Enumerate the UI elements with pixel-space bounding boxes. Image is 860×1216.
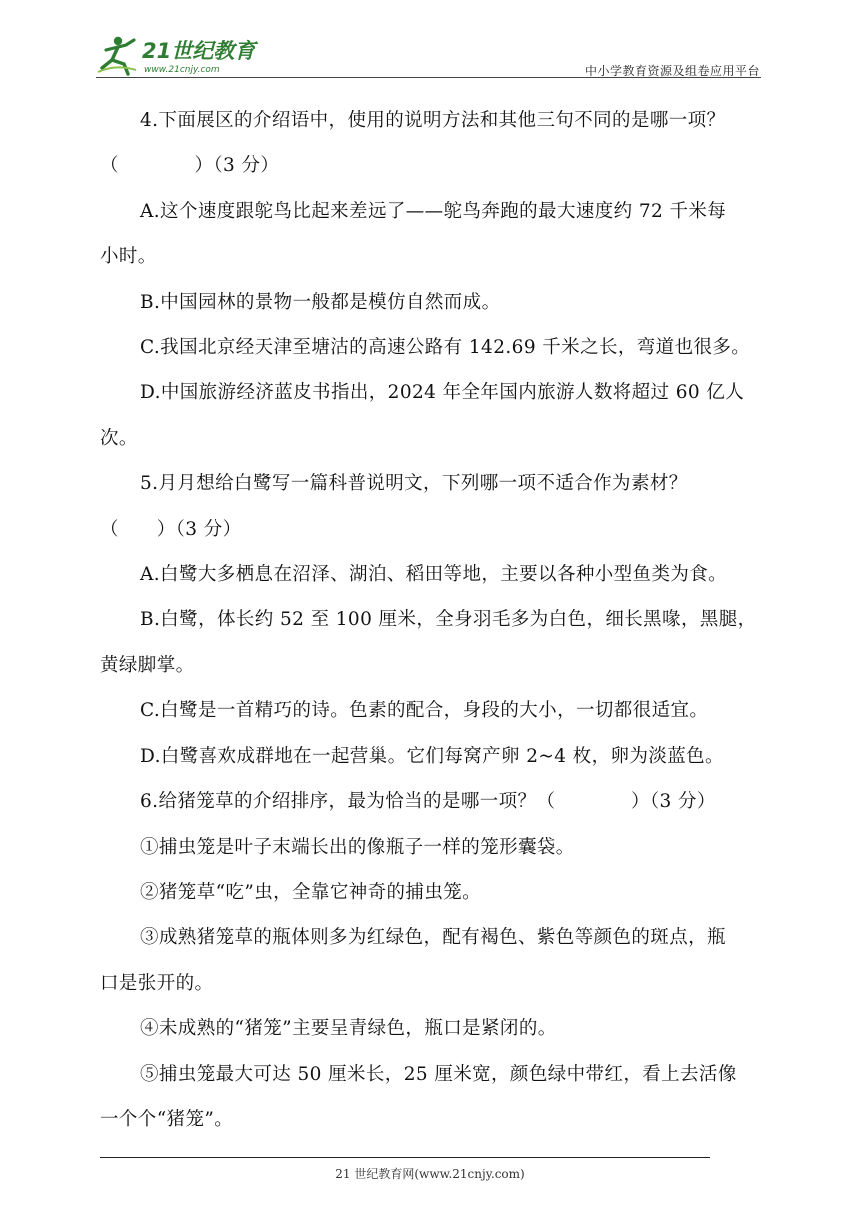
text-line: ⑤捕虫笼最大可达 50 厘米长，25 厘米宽，颜色绿中带红，看上去活像 xyxy=(140,1063,737,1085)
text-line: D.中国旅游经济蓝皮书指出，2024 年全年国内旅游人数将超过 60 亿人 xyxy=(140,382,745,404)
text-line: 6.给猪笼草的介绍排序，最为恰当的是哪一项？（ ）（3 分） xyxy=(140,791,716,813)
text-line: 4.下面展区的介绍语中，使用的说明方法和其他三句不同的是哪一项？ xyxy=(140,110,726,131)
question-body xyxy=(100,98,762,1142)
platform-tagline: 中小学教育资源及组卷应用平台 xyxy=(584,64,760,78)
page-header xyxy=(0,0,860,80)
text-line: A.这个速度跟鸵鸟比起来差远了——鸵鸟奔跑的最大速度约 72 千米每 xyxy=(140,200,727,222)
text-line: ②猪笼草“吃”虫，全靠它神奇的捕虫笼。 xyxy=(140,881,482,903)
text-line: 一个个“猪笼”。 xyxy=(100,1108,234,1130)
text-line: 次。 xyxy=(100,427,138,449)
text-line: ③成熟猪笼草的瓶体则多为红绿色，配有褐色、紫色等颜色的斑点，瓶 xyxy=(140,927,726,949)
text-line: B.白鹭，体长约 52 至 100 厘米，全身羽毛多为白色，细长黑喙，黑腿， xyxy=(140,609,757,631)
logo-wordmark: 21世纪教育 xyxy=(142,39,256,63)
footer-divider xyxy=(100,1157,710,1158)
text-line: 口是张开的。 xyxy=(100,972,214,994)
text-line: 黄绿脚掌。 xyxy=(100,654,195,676)
text-line: 小时。 xyxy=(100,246,157,268)
site-logo xyxy=(96,34,266,78)
header-divider xyxy=(96,77,761,78)
text-line: D.白鹭喜欢成群地在一起营巢。它们每窝产卵 2~4 枚，卵为淡蓝色。 xyxy=(140,745,724,767)
text-line: A.白鹭大多栖息在沼泽、湖泊、稻田等地，主要以各种小型鱼类为食。 xyxy=(140,564,728,586)
text-line: C.我国北京经天津至塘沽的高速公路有 142.69 千米之长，弯道也很多。 xyxy=(140,337,751,359)
runner-icon xyxy=(98,37,136,74)
text-line: （ ）（3 分） xyxy=(100,155,280,177)
text-line: B.中国园林的景物一般都是模仿自然而成。 xyxy=(140,291,501,313)
text-line: C.白鹭是一首精巧的诗。色素的配合，身段的大小，一切都很适宜。 xyxy=(140,700,709,722)
text-line: 5.月月想给白鹭写一篇科普说明文，下列哪一项不适合作为素材？ xyxy=(140,473,688,495)
text-line: ①捕虫笼是叶子末端长出的像瓶子一样的笼形囊袋。 xyxy=(140,836,575,858)
text-line: ④未成熟的“猪笼”主要呈青绿色，瓶口是紧闭的。 xyxy=(140,1018,557,1040)
logo-url: www.21cnjy.com xyxy=(144,65,220,75)
page-footer: 21 世纪教育网(www.21cnjy.com) xyxy=(335,1167,525,1181)
text-line: （ ）（3 分） xyxy=(100,518,242,540)
